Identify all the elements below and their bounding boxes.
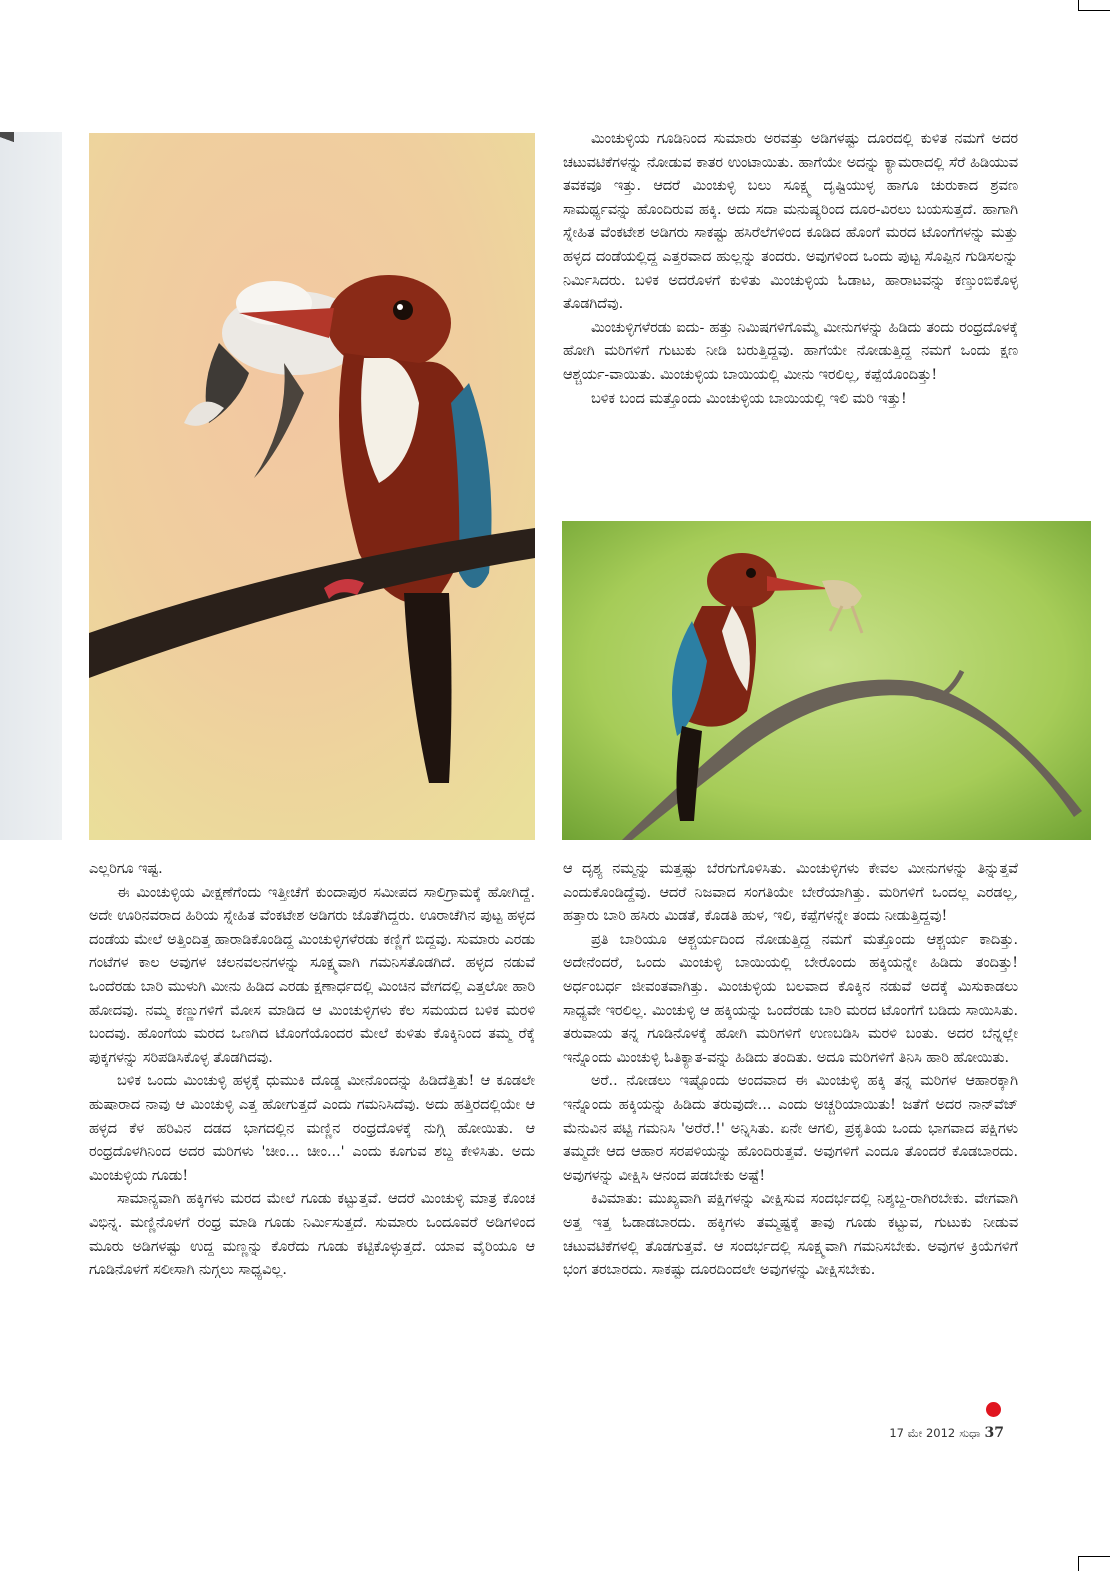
issue-date: 17 ಮೇ 2012 bbox=[889, 1426, 956, 1440]
paragraph: ಮಿಂಚುಳ್ಳಿಯ ಗೂಡಿನಿಂದ ಸುಮಾರು ಅರವತ್ತು ಅಡಿಗಳಷ್ಟು ದೂರದಲ್ಲಿ ಕುಳಿತ ನಮಗೆ ಅದರ ಚಟುವಟಿಕೆಗಳನ್ನು ನೋಡುವ ಕಾತರ ಉಂಟಾಯಿತು. ಹಾಗೆಯೇ ಅದನ್ನು ಕ್ಯಾಮರಾದಲ್ಲಿ ಸೆರೆ ಹಿಡಿಯುವ ತವಕವೂ ಇತ್ತು. ಆದರೆ ಮಿಂಚುಳ್ಳಿ ಬಲು ಸೂಕ್ಷ್ಮ ದೃಷ್ಟಿಯುಳ್ಳ ಹಾಗೂ ಚುರುಕಾದ ಶ್ರವಣ ಸಾಮರ್ಥ್ಯವನ್ನು ಹೊಂದಿರುವ ಹಕ್ಕಿ. ಅದು ಸದಾ ಮನುಷ್ಯರಿಂದ ದೂರ-ವಿರಲು ಬಯಸುತ್ತದೆ. ಹಾಗಾಗಿ ಸ್ನೇಹಿತ ವೆಂಕಟೇಶ ಅಡಿಗರು ಸಾಕಷ್ಟು ಹಸಿರೆಲೆಗಳಿಂದ ಕೂಡಿದ ಹೊಂಗೆ ಮರದ ಟೊಂಗೆಗಳನ್ನು ಮತ್ತು ಹಳ್ಳದ ದಂಡೆಯಲ್ಲಿದ್ದ ಎತ್ತರವಾದ ಹುಲ್ಲನ್ನು ತಂದರು. ಅವುಗಳಿಂದ ಒಂದು ಪುಟ್ಟ ಸೊಪ್ಪಿನ ಗುಡಿಸಲನ್ನು ನಿರ್ಮಿಸಿದರು. ಬಳಿಕ ಅದರೊಳಗೆ ಕುಳಿತು ಮಿಂಚುಳ್ಳಿಯ ಓಡಾಟ, ಹಾರಾಟವನ್ನು ಕಣ್ತುಂಬಿಕೊಳ್ಳ ತೊಡಗಿದೆವು. bbox=[563, 131, 1018, 313]
paragraph: ಅರೆ.. ನೋಡಲು ಇಷ್ಟೊಂದು ಅಂದವಾದ ಈ ಮಿಂಚುಳ್ಳಿ ಹಕ್ಕಿ ತನ್ನ ಮರಿಗಳ ಆಹಾರಕ್ಕಾಗಿ ಇನ್ನೊಂದು ಹಕ್ಕಿಯನ್ನು ಹಿಡಿದು ತರುವುದೇ... ಎಂದು ಅಚ್ಚರಿಯಾಯಿತು! ಜತೆಗೆ ಅದರ ನಾನ್‌ವೆಜ್ ಮೆನುವಿನ ಪಟ್ಟಿ ಗಮನಿಸಿ 'ಅರೆರೆ.!' ಅನ್ನಿಸಿತು. ಏನೇ ಆಗಲಿ, ಪ್ರಕೃತಿಯ ಒಂದು ಭಾಗವಾದ ಪಕ್ಷಿಗಳು ತಮ್ಮದೇ ಆದ ಆಹಾರ ಸರಪಳಿಯನ್ನು ಹೊಂದಿರುತ್ತವೆ. ಅವುಗಳಿಗೆ ಎಂದೂ ತೊಂದರೆ ಕೊಡಬಾರದು. ಅವುಗಳನ್ನು ವೀಕ್ಷಿಸಿ ಆನಂದ ಪಡಬೇಕು ಅಷ್ಟೆ! bbox=[563, 1073, 1018, 1184]
end-of-article-dot bbox=[986, 1402, 1001, 1417]
kingfisher-frog-illustration bbox=[562, 521, 1091, 840]
crop-mark-bottom-right-v bbox=[1078, 1556, 1079, 1571]
crop-mark-top-right-v bbox=[1078, 0, 1079, 10]
paragraph: ಬಳಿಕ ಬಂದ ಮತ್ತೊಂದು ಮಿಂಚುಳ್ಳಿಯ ಬಾಯಿಯಲ್ಲಿ ಇಲಿ ಮರಿ ಇತ್ತು! bbox=[591, 390, 907, 407]
paragraph: ಪ್ರತಿ ಬಾರಿಯೂ ಆಶ್ಚರ್ಯದಿಂದ ನೋಡುತ್ತಿದ್ದ ನಮಗೆ ಮತ್ತೊಂದು ಆಶ್ಚರ್ಯ ಕಾದಿತ್ತು. ಅದೇನೆಂದರೆ, ಒಂದು ಮಿಂಚುಳ್ಳಿ ಬಾಯಿಯಲ್ಲಿ ಬೇರೊಂದು ಹಕ್ಕಿಯನ್ನೇ ಹಿಡಿದು ತಂದಿತ್ತು! ಅರ್ಧಂಬರ್ಧ ಜೀವಂತವಾಗಿತ್ತು. ಮಿಂಚುಳ್ಳಿಯ ಬಲವಾದ ಕೊಕ್ಕಿನ ನಡುವೆ ಅದಕ್ಕೆ ಮಿಸುಕಾಡಲು ಸಾಧ್ಯವೇ ಇರಲಿಲ್ಲ. ಮಿಂಚುಳ್ಳಿ ಆ ಹಕ್ಕಿಯನ್ನು ಒಂದೆರಡು ಬಾರಿ ಮರದ ಟೊಂಗೆಗೆ ಬಡಿದು ಸಾಯಿಸಿತು. ತರುವಾಯ ತನ್ನ ಗೂಡಿನೊಳಕ್ಕೆ ಹೋಗಿ ಮರಿಗಳಿಗೆ ಉಣಬಡಿಸಿ ಮರಳಿ ಬಂತು. ಅದರ ಬೆನ್ನಲ್ಲೇ ಇನ್ನೊಂದು ಮಿಂಚುಳ್ಳಿ ಓತಿಕ್ಯಾತ-ವನ್ನು ಹಿಡಿದು ತಂದಿತು. ಅದೂ ಮರಿಗಳಿಗೆ ತಿನಿಸಿ ಹಾರಿ ಹೋಯಿತು. bbox=[563, 931, 1018, 1066]
paragraph: ಆ ದೃಶ್ಯ ನಮ್ಮನ್ನು ಮತ್ತಷ್ಟು ಬೆರಗುಗೊಳಿಸಿತು. ಮಿಂಚುಳ್ಳಿಗಳು ಕೇವಲ ಮೀನುಗಳನ್ನು ತಿನ್ನುತ್ತವೆ ಎಂದುಕೊಂಡಿದ್ದೆವು. ಆದರೆ ನಿಜವಾದ ಸಂಗತಿಯೇ ಬೇರೆಯಾಗಿತ್ತು. ಮರಿಗಳಿಗೆ ಒಂದಲ್ಲ ಎರಡಲ್ಲ, ಹತ್ತಾರು ಬಾರಿ ಹಸಿರು ಮಿಡತೆ, ಕೊಡತಿ ಹುಳ, ಇಲಿ, ಕಪ್ಪೆಗಳನ್ನೇ ತಂದು ನೀಡುತ್ತಿದ್ದವು! bbox=[563, 861, 1018, 925]
article-column-right-top bbox=[563, 128, 1018, 411]
kingfisher-bird-illustration bbox=[89, 133, 535, 840]
page-number: 37 bbox=[984, 1425, 1004, 1441]
paragraph: ಎಲ್ಲರಿಗೂ ಇಷ್ಟ. bbox=[89, 861, 163, 877]
paragraph: ಸಾಮಾನ್ಯವಾಗಿ ಹಕ್ಕಿಗಳು ಮರದ ಮೇಲೆ ಗೂಡು ಕಟ್ಟುತ್ತವೆ. ಆದರೆ ಮಿಂಚುಳ್ಳಿ ಮಾತ್ರ ಕೊಂಚ ವಿಭಿನ್ನ. ಮಣ್ಣಿನೊಳಗೆ ರಂಧ್ರ ಮಾಡಿ ಗೂಡು ನಿರ್ಮಿಸುತ್ತದೆ. ಸುಮಾರು ಒಂದೂವರೆ ಅಡಿಗಳಿಂದ ಮೂರು ಅಡಿಗಳಷ್ಟು ಉದ್ದ ಮಣ್ಣನ್ನು ಕೊರೆದು ಗೂಡು ಕಟ್ಟಿಕೊಳ್ಳುತ್ತದೆ. ಯಾವ ವೈರಿಯೂ ಆ ಗೂಡಿನೊಳಗೆ ಸಲೀಸಾಗಿ ನುಗ್ಗಲು ಸಾಧ್ಯವಿಲ್ಲ. bbox=[89, 1191, 535, 1279]
previous-page-image-strip bbox=[0, 132, 62, 840]
paragraph: ಕಿವಿಮಾತು: ಮುಖ್ಯವಾಗಿ ಪಕ್ಷಿಗಳನ್ನು ವೀಕ್ಷಿಸುವ ಸಂದರ್ಭದಲ್ಲಿ ನಿಶ್ಶಬ್ದ-ರಾಗಿರಬೇಕು. ವೇಗವಾಗಿ ಅತ್ತ ಇತ್ತ ಓಡಾಡಬಾರದು. ಹಕ್ಕಿಗಳು ತಮ್ಮಷ್ಟಕ್ಕೆ ತಾವು ಗೂಡು ಕಟ್ಟುವ, ಗುಟುಕು ನೀಡುವ ಚಟುವಟಿಕೆಗಳಲ್ಲಿ ತೊಡಗುತ್ತವೆ. ಆ ಸಂದರ್ಭದಲ್ಲಿ ಸೂಕ್ಷ್ಮವಾಗಿ ಗಮನಿಸಬೇಕು. ಅವುಗಳ ಕ್ರಿಯೆಗಳಿಗೆ ಭಂಗ ತರಬಾರದು. ಸಾಕಷ್ಟು ದೂರದಿಂದಲೇ ಅವುಗಳನ್ನು ವೀಕ್ಷಿಸಬೇಕು. bbox=[563, 1191, 1018, 1279]
page-footer bbox=[889, 1425, 1004, 1441]
article-column-left bbox=[89, 858, 535, 1283]
paragraph: ಮಿಂಚುಳ್ಳಿಗಳೆರಡು ಐದು- ಹತ್ತು ನಿಮಿಷಗಳಿಗೊಮ್ಮೆ ಮೀನುಗಳನ್ನು ಹಿಡಿದು ತಂದು ರಂಧ್ರದೊಳಕ್ಕೆ ಹೋಗಿ ಮರಿಗಳಿಗೆ ಗುಟುಕು ನೀಡಿ ಬರುತ್ತಿದ್ದವು. ಹಾಗೆಯೇ ನೋಡುತ್ತಿದ್ದ ನಮಗೆ ಒಂದು ಕ್ಷಣ ಆಶ್ಚರ್ಯ-ವಾಯಿತು. ಮಿಂಚುಳ್ಳಿಯ ಬಾಯಿಯಲ್ಲಿ ಮೀನು ಇರಲಿಲ್ಲ, ಕಪ್ಪೆಯೊಂದಿತ್ತು! bbox=[563, 319, 1018, 383]
crop-mark-bottom-right-h bbox=[1078, 1556, 1110, 1557]
photo-kingfisher-with-bird bbox=[89, 133, 535, 840]
paragraph: ಬಳಿಕ ಒಂದು ಮಿಂಚುಳ್ಳಿ ಹಳ್ಳಕ್ಕೆ ಧುಮುಕಿ ದೊಡ್ಡ ಮೀನೊಂದನ್ನು ಹಿಡಿದೆತ್ತಿತು! ಆ ಕೂಡಲೇ ಹುಷಾರಾದ ನಾವು ಆ ಮಿಂಚುಳ್ಳಿ ಎತ್ತ ಹೋಗುತ್ತದೆ ಎಂದು ಗಮನಿಸಿದೆವು. ಅದು ಹತ್ತಿರದಲ್ಲಿಯೇ ಆ ಹಳ್ಳದ ಕೆಳ ಹರಿವಿನ ದಡದ ಭಾಗದಲ್ಲಿನ ಮಣ್ಣಿನ ರಂಧ್ರದೊಳಕ್ಕೆ ನುಗ್ಗಿ ಹೋಯಿತು. ಆ ರಂಧ್ರದೊಳಗಿನಿಂದ ಅದರ ಮರಿಗಳು 'ಚೀಂ... ಚೀಂ...' ಎಂದು ಕೂಗುವ ಶಬ್ದ ಕೇಳಿಸಿತು. ಅದು ಮಿಂಚುಳ್ಳಿಯ ಗೂಡು! bbox=[89, 1073, 535, 1184]
magazine-name: ಸುಧಾ bbox=[959, 1426, 981, 1440]
article-column-right-bottom bbox=[563, 858, 1018, 1283]
photo-kingfisher-with-frog bbox=[562, 521, 1091, 840]
paragraph: ಈ ಮಿಂಚುಳ್ಳಿಯ ವೀಕ್ಷಣೆಗೆಂದು ಇತ್ತೀಚೆಗೆ ಕುಂದಾಪುರ ಸಮೀಪದ ಸಾಲಿಗ್ರಾಮಕ್ಕೆ ಹೋಗಿದ್ದೆ. ಅದೇ ಊರಿನವರಾದ ಹಿರಿಯ ಸ್ನೇಹಿತ ವೆಂಕಟೇಶ ಅಡಿಗರು ಜೊತೆಗಿದ್ದರು. ಊರಾಚೆಗಿನ ಪುಟ್ಟ ಹಳ್ಳದ ದಂಡೆಯ ಮೇಲೆ ಅತ್ತಿಂದಿತ್ತ ಹಾರಾಡಿಕೊಂಡಿದ್ದ ಮಿಂಚುಳ್ಳಿಗಳೆರಡು ಕಣ್ಣಿಗೆ ಬಿದ್ದವು. ಸುಮಾರು ಎರಡು ಗಂಟೆಗಳ ಕಾಲ ಅವುಗಳ ಚಲನವಲನಗಳನ್ನು ಸೂಕ್ಷ್ಮವಾಗಿ ಗಮನಿಸತೊಡಗಿದೆ. ಹಳ್ಳದ ನಡುವೆ ಒಂದೆರಡು ಬಾರಿ ಮುಳುಗಿ ಮೀನು ಹಿಡಿದ ಎರಡು ಕ್ಷಣಾರ್ಧದಲ್ಲಿ ಮಿಂಚಿನ ವೇಗದಲ್ಲಿ ಎತ್ತಲೋ ಹಾರಿ ಹೋದವು. ನಮ್ಮ ಕಣ್ಣುಗಳಿಗೆ ಮೋಸ ಮಾಡಿದ ಆ ಮಿಂಚುಳ್ಳಿಗಳು ಕೆಲ ಸಮಯದ ಬಳಿಕ ಮರಳಿ ಬಂದವು. ಹೊಂಗೆಯ ಮರದ ಒಣಗಿದ ಟೊಂಗೆಯೊಂದರ ಮೇಲೆ ಕುಳಿತು ಕೊಕ್ಕಿನಿಂದ ತಮ್ಮ ರೆಕ್ಕೆ ಪುಕ್ಕಗಳನ್ನು ಸರಿಪಡಿಸಿಕೊಳ್ಳ ತೊಡಗಿದವು. bbox=[89, 884, 535, 1066]
crop-mark-top-right-h bbox=[1078, 10, 1110, 11]
